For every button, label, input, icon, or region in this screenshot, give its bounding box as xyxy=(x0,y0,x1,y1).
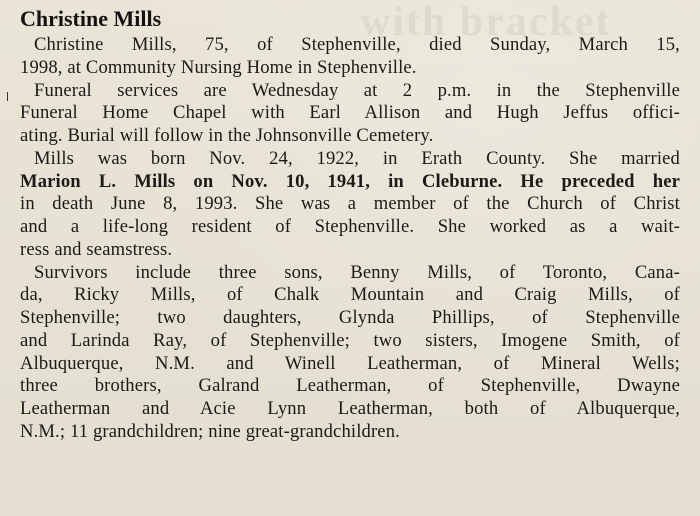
obituary-body xyxy=(20,34,680,444)
obituary-headline: Christine Mills xyxy=(20,6,162,31)
text-line-5: ating. Burial will follow in the Johnsonville Cemetery. xyxy=(20,125,434,146)
text-line-4: Funeral Home Chapel with Earl Allison and Hugh Jeffus offici- xyxy=(20,102,680,124)
text-line-12: da, Ricky Mills, of Chalk Mountain and Craig Mills, of xyxy=(20,284,680,306)
text-line-3: Funeral services are Wednesday at 2 p.m. in the Stephenville xyxy=(34,79,680,101)
text-line-2: 1998, at Community Nursing Home in Stephenville. xyxy=(20,56,417,78)
text-line-10: ress and seamstress. xyxy=(20,238,173,260)
text-line-7: Marion L. Mills on Nov. 10, 1941, in Cleburne. He preceded her xyxy=(20,170,680,192)
text-line-1: Christine Mills, 75, of Stephenville, died Sunday, March 15, xyxy=(34,34,680,55)
text-line-14: and Larinda Ray, of Stephenville; two sisters, Imogene Smith, of xyxy=(20,329,680,351)
text-line-8: in death June 8, 1993. She was a member of the Church of Christ xyxy=(20,193,680,215)
text-line-17: Leatherman and Acie Lynn Leatherman, both of Albuquerque, xyxy=(20,398,680,419)
text-line-9: and a life-long resident of Stephenville. She worked as a wait- xyxy=(20,216,680,237)
show-through-text: with bracket xyxy=(360,0,612,45)
text-line-18: N.M.; 11 grandchildren; nine great-grandchildren. xyxy=(20,420,400,442)
text-line-15: Albuquerque, N.M. and Winell Leatherman, of Mineral Wells; xyxy=(20,352,680,374)
margin-mark xyxy=(7,92,8,101)
text-line-6: Mills was born Nov. 24, 1922, in Erath County. She married xyxy=(34,147,680,169)
text-line-11: Survivors include three sons, Benny Mills, of Toronto, Cana- xyxy=(34,261,680,283)
text-line-13: Stephenville; two daughters, Glynda Phillips, of Stephenville xyxy=(20,307,680,328)
text-line-16: three brothers, Galrand Leatherman, of Stephenville, Dwayne xyxy=(20,375,680,397)
